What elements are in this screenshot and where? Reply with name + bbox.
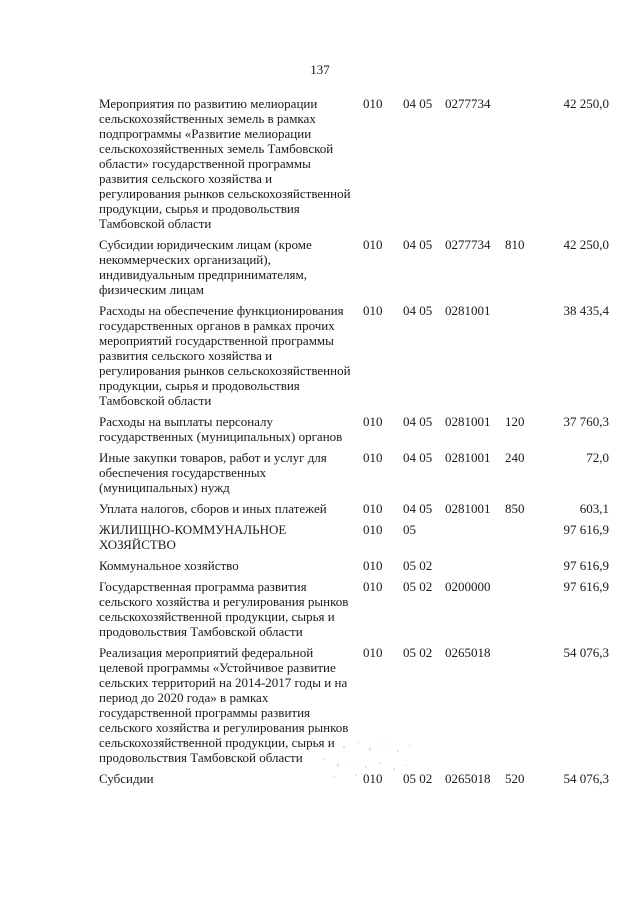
row-expense-type: 120 xyxy=(505,414,525,429)
row-amount: 38 435,4 xyxy=(563,303,609,318)
table-row xyxy=(99,771,609,792)
table-row xyxy=(99,522,609,558)
row-expense-type xyxy=(505,645,535,771)
row-section: 04 05 xyxy=(403,501,433,516)
row-amount: 37 760,3 xyxy=(563,414,609,429)
row-amount: 72,0 xyxy=(586,450,609,465)
row-section: 05 02 xyxy=(403,579,433,594)
row-amount: 54 076,3 xyxy=(563,771,609,786)
row-article: 0277734 xyxy=(445,237,491,252)
row-name: Реализация мероприятий федеральной целевой программы «Устойчивое развитие сельских территорий на 2014-2017 годы и на период до 2020 года» в рамках государственной программы развития сельского хозяйства и регулирования рынков сельскохозяйственной продукции, сырья и продовольствия Тамбовской области xyxy=(99,645,349,765)
row-amount: 97 616,9 xyxy=(563,558,609,573)
row-article: 0281001 xyxy=(445,501,491,516)
row-section: 05 02 xyxy=(403,558,433,573)
row-name: Расходы на обеспечение функционирования государственных органов в рамках прочих мероприятий государственной программы развития сельского хозяйства и регулирования рынков сельскохозяйственной продукции, сырья и продовольствия Тамбовской области xyxy=(99,303,351,408)
row-article: 0200000 xyxy=(445,579,491,594)
row-name: Субсидии юридическим лицам (кроме некоммерческих организаций), индивидуальным предпринимателям, физическим лицам xyxy=(99,237,312,297)
row-section: 05 02 xyxy=(403,771,433,786)
row-code: 010 xyxy=(363,558,383,573)
row-article: 0281001 xyxy=(445,450,491,465)
row-code: 010 xyxy=(363,450,383,465)
row-section: 05 xyxy=(403,522,416,537)
row-amount: 97 616,9 xyxy=(563,579,609,594)
row-article: 0277734 xyxy=(445,96,491,111)
row-article xyxy=(445,558,505,579)
page-number: 137 xyxy=(310,62,330,77)
row-article: 0265018 xyxy=(445,771,491,786)
row-code: 010 xyxy=(363,501,383,516)
row-name: Мероприятия по развитию мелиорации сельскохозяйственных земель в рамках подпрограммы «Развитие мелиорации сельскохозяйственных земель Тамбовской области» государственной программы развития сельского хозяйства и регулирования рынков сельскохозяйственной продукции, сырья и продовольствия Тамбовской области xyxy=(99,96,351,231)
table-row xyxy=(99,450,609,501)
row-section: 04 05 xyxy=(403,414,433,429)
row-section: 05 02 xyxy=(403,645,433,660)
row-name: Иные закупки товаров, работ и услуг для обеспечения государственных (муниципальных) нужд xyxy=(99,450,327,495)
table-row xyxy=(99,303,609,414)
row-expense-type xyxy=(505,96,535,237)
row-article: 0265018 xyxy=(445,645,491,660)
row-name: Государственная программа развития сельского хозяйства и регулирования рынков сельскохозяйственной продукции, сырья и продовольствия Тамбовской области xyxy=(99,579,349,639)
table-row xyxy=(99,414,609,450)
row-expense-type: 810 xyxy=(505,237,525,252)
row-code: 010 xyxy=(363,579,383,594)
row-amount: 54 076,3 xyxy=(563,645,609,660)
row-amount: 42 250,0 xyxy=(563,96,609,111)
row-code: 010 xyxy=(363,237,383,252)
row-code: 010 xyxy=(363,522,383,537)
budget-table xyxy=(99,96,609,792)
row-amount: 603,1 xyxy=(579,501,609,516)
row-section: 04 05 xyxy=(403,303,433,318)
row-article xyxy=(445,522,505,558)
row-expense-type: 240 xyxy=(505,450,525,465)
row-code: 010 xyxy=(363,414,383,429)
row-expense-type xyxy=(505,522,535,558)
table-row xyxy=(99,558,609,579)
row-article: 0281001 xyxy=(445,303,491,318)
row-code: 010 xyxy=(363,96,383,111)
row-name: Коммунальное хозяйство xyxy=(99,558,239,573)
row-expense-type xyxy=(505,579,535,645)
row-code: 010 xyxy=(363,645,383,660)
row-article: 0281001 xyxy=(445,414,491,429)
row-amount: 42 250,0 xyxy=(563,237,609,252)
row-section: 04 05 xyxy=(403,237,433,252)
row-expense-type xyxy=(505,558,535,579)
row-code: 010 xyxy=(363,303,383,318)
row-section: 04 05 xyxy=(403,96,433,111)
row-expense-type: 850 xyxy=(505,501,525,516)
table-row xyxy=(99,237,609,303)
table-row xyxy=(99,501,609,522)
row-expense-type xyxy=(505,303,535,414)
row-name: Уплата налогов, сборов и иных платежей xyxy=(99,501,327,516)
row-name: Субсидии xyxy=(99,771,154,786)
row-expense-type: 520 xyxy=(505,771,525,786)
table-row xyxy=(99,579,609,645)
row-amount: 97 616,9 xyxy=(563,522,609,537)
row-name: ЖИЛИЩНО-КОММУНАЛЬНОЕ ХОЗЯЙСТВО xyxy=(99,522,287,552)
row-code: 010 xyxy=(363,771,383,786)
table-row xyxy=(99,96,609,237)
table-row xyxy=(99,645,609,771)
row-section: 04 05 xyxy=(403,450,433,465)
row-name: Расходы на выплаты персоналу государственных (муниципальных) органов xyxy=(99,414,343,444)
